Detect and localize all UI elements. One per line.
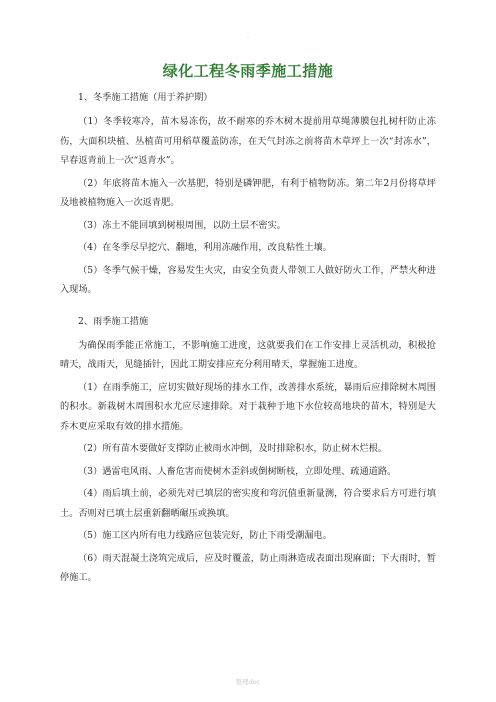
section-heading-rainy: 2、雨季施工措施 (78, 315, 149, 327)
rainy-item-4: （4）雨后填土前，必须先对已填层的密实度和弯沉值重新量测，符合要求后方可进行填土。否则对已填土层重新翻晒碾压或换填。 (60, 488, 436, 519)
winter-item-4: （4）在冬季尽早挖穴、翻地，利用冻融作用，改良粘性土壤。 (78, 242, 332, 253)
winter-item-3: （3）冻土不能回填到树根周围，以防土层不密实。 (78, 219, 286, 231)
rainy-item-3: （3）遇雷电风雨、人畜危害而使树木歪斜或倒树断枝，立即处理、疏通道路。 (78, 465, 397, 477)
rainy-intro: 为确保雨季能正常施工，不影响施工进度，这就要我们在工作安排上灵活机动，积极抢晴天，战雨天，见缝插针，因此工期安排应充分利用晴天，掌握施工进度。 (60, 339, 436, 370)
footer-watermark: 整理doc (235, 678, 261, 686)
rainy-item-1: （1）在雨季施工，应切实做好现场的排水工作，改善排水系统，暴雨后应排除树木周围的积水。新栽树木周围积水尤应尽速排除。对于栽种于地下水位较高地块的苗木，特别是大乔木更应采取有效的排水措施。 (60, 381, 436, 432)
section-heading-winter: 1、冬季施工措施（用于养护期） (78, 92, 213, 103)
header-mark: . (246, 32, 250, 40)
rainy-item-2: （2）所有苗木要做好支撑防止被雨水冲倒，及时排除积水，防止树木烂根。 (78, 443, 388, 454)
document-title: 绿化工程冬雨季施工措施 (162, 62, 334, 80)
winter-item-2: （2）年底将苗木施入一次基肥，特别是磷钾肥，有利于植物防冻。第二年2月份将草坪及地被植物施入一次返青肥。 (60, 177, 436, 208)
document-body (60, 88, 436, 591)
rainy-item-5: （5）施工区内所有电力线路应包装完好，防止下雨受潮漏电。 (78, 530, 332, 541)
rainy-item-6: （6）雨天混凝土浇筑完成后，应及时覆盖，防止雨淋造成表面出现麻面；下大雨时，暂停施工。 (60, 552, 436, 583)
winter-item-1: （1）冬季较寒冷，苗木易冻伤，故不耐寒的乔木树木提前用草绳薄膜包扎树杆防止冻伤，大面积块植、丛植苗可用稻草覆盖防冻，在天气封冻之前将苗木草坪上一次“封冻水”，早春返青前上一次“返青水”。 (60, 116, 436, 166)
winter-item-5: （5）冬季气候干燥，容易发生火灾，由安全负责人带领工人做好防火工作，严禁火种进入现场。 (60, 264, 436, 295)
